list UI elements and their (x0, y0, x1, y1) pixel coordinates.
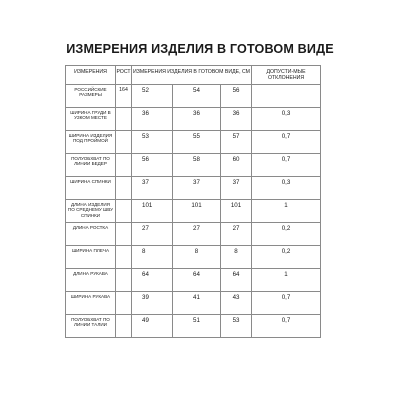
row-tolerance: 0,3 (252, 108, 321, 131)
row-size-3: 60 (221, 154, 252, 177)
row-rost (116, 108, 132, 131)
header-rost: РОСТ (116, 66, 132, 85)
row-rost (116, 154, 132, 177)
row-label: ДЛИНА РУКАВА (66, 269, 116, 292)
header-tolerance: ДОПУСТИ-МЫЕ ОТКЛОНЕНИЯ (252, 66, 321, 85)
table-row (66, 85, 321, 108)
row-tolerance: 0,2 (252, 223, 321, 246)
row-label: РОССИЙСКИЕ РАЗМЕРЫ (66, 85, 116, 108)
row-size-1: 37 (132, 177, 173, 200)
row-size-1: 39 (132, 292, 173, 315)
table-row (66, 315, 321, 338)
row-size-3: 8 (221, 246, 252, 269)
row-size-2: 51 (173, 315, 221, 338)
row-rost (116, 315, 132, 338)
row-size-1: 27 (132, 223, 173, 246)
row-rost (116, 292, 132, 315)
row-size-3: 53 (221, 315, 252, 338)
row-size-1: 36 (132, 108, 173, 131)
row-tolerance: 0,7 (252, 154, 321, 177)
row-size-2: 55 (173, 131, 221, 154)
row-label: ШИРИНА СПИНКИ (66, 177, 116, 200)
row-label: ШИРИНА ГРУДИ В УЗКОМ МЕСТЕ (66, 108, 116, 131)
row-rost (116, 223, 132, 246)
row-tolerance: 0,3 (252, 177, 321, 200)
header-sizes: ИЗМЕРЕНИЯ ИЗДЕЛИЯ В ГОТОВОМ ВИДЕ, СМ (132, 66, 252, 85)
row-size-2: 101 (173, 200, 221, 223)
row-size-1: 56 (132, 154, 173, 177)
table-row (66, 200, 321, 223)
row-size-2: 36 (173, 108, 221, 131)
row-tolerance: 0,7 (252, 131, 321, 154)
row-size-2: 64 (173, 269, 221, 292)
row-tolerance: 0,7 (252, 292, 321, 315)
row-size-2: 8 (173, 246, 221, 269)
table-row (66, 108, 321, 131)
row-size-2: 37 (173, 177, 221, 200)
table-row (66, 154, 321, 177)
table-row (66, 269, 321, 292)
row-size-3: 57 (221, 131, 252, 154)
row-size-1: 64 (132, 269, 173, 292)
row-size-3: 64 (221, 269, 252, 292)
table-row (66, 223, 321, 246)
row-size-3: 36 (221, 108, 252, 131)
row-size-1: 53 (132, 131, 173, 154)
row-rost (116, 246, 132, 269)
row-rost: 164 (116, 85, 132, 108)
row-size-1: 8 (132, 246, 173, 269)
row-size-2: 27 (173, 223, 221, 246)
row-size-1: 52 (132, 85, 173, 108)
row-label: ПОЛУОБХВАТ ПО ЛИНИИ БЕДЕР (66, 154, 116, 177)
row-tolerance: 0,2 (252, 246, 321, 269)
row-rost (116, 177, 132, 200)
row-label: ШИРИНА РУКАВА (66, 292, 116, 315)
row-label: ДЛИНА РОСТКА (66, 223, 116, 246)
page-title: ИЗМЕРЕНИЯ ИЗДЕЛИЯ В ГОТОВОМ ВИДЕ (66, 42, 334, 56)
row-size-3: 27 (221, 223, 252, 246)
table-header-row (66, 66, 321, 85)
row-size-3: 37 (221, 177, 252, 200)
row-size-1: 101 (132, 200, 173, 223)
size-table (65, 65, 321, 338)
row-rost (116, 200, 132, 223)
row-size-3: 43 (221, 292, 252, 315)
row-size-2: 41 (173, 292, 221, 315)
row-size-1: 49 (132, 315, 173, 338)
row-tolerance: 0,7 (252, 315, 321, 338)
row-label: ПОЛУОБХВАТ ПО ЛИНИИ ТАЛИИ (66, 315, 116, 338)
row-tolerance (252, 85, 321, 108)
row-tolerance: 1 (252, 200, 321, 223)
table-row (66, 246, 321, 269)
row-label: ШИРИНА ИЗДЕЛИЯ ПОД ПРОЙМОЙ (66, 131, 116, 154)
header-measure: ИЗМЕРЕНИЯ (66, 66, 116, 85)
table-row (66, 131, 321, 154)
row-tolerance: 1 (252, 269, 321, 292)
row-rost (116, 131, 132, 154)
row-size-3: 56 (221, 85, 252, 108)
row-label: ДЛИНА ИЗДЕЛИЯ ПО СРЕДНЕМУ ШВУ СПИНКИ (66, 200, 116, 223)
row-size-2: 58 (173, 154, 221, 177)
row-size-3: 101 (221, 200, 252, 223)
row-size-2: 54 (173, 85, 221, 108)
table-row (66, 292, 321, 315)
table-row (66, 177, 321, 200)
row-label: ШИРИНА ПЛЕЧА (66, 246, 116, 269)
row-rost (116, 269, 132, 292)
